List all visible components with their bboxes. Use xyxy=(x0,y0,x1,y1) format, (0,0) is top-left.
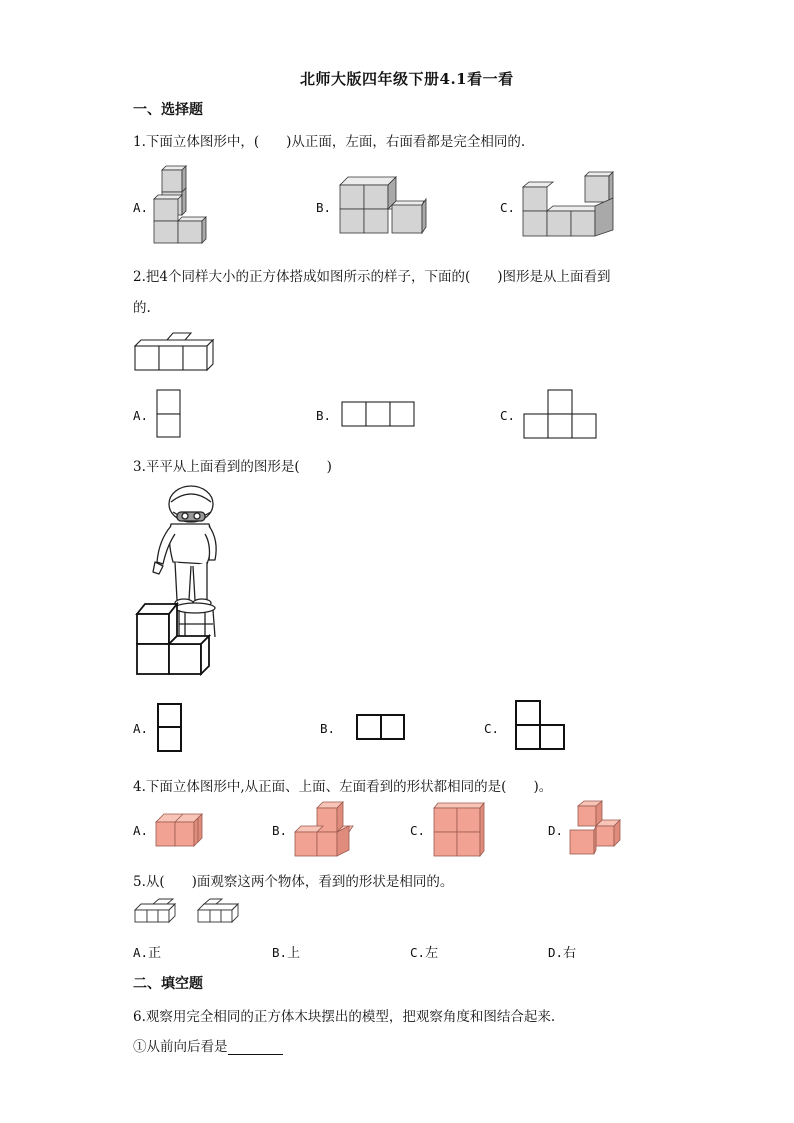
q5-object-1-figure xyxy=(133,898,181,926)
q4-option-c-label[interactable]: C. xyxy=(410,823,426,838)
question-number: 1. xyxy=(133,134,146,150)
q5-object-2-figure xyxy=(196,898,244,926)
question-text: 把4个同样大小的正方体搭成如图所示的样子，下面的( )图形是从上面看到 xyxy=(145,269,611,285)
q4-option-c-figure[interactable] xyxy=(432,800,488,860)
q2-option-c-label[interactable]: C. xyxy=(500,408,516,423)
question-number: 6. xyxy=(133,1009,146,1025)
question-text: 从( )面观察这两个物体，看到的形状是相同的。 xyxy=(145,874,454,890)
question-text: 平平从上面看到的图形是( ) xyxy=(145,459,332,475)
q3-option-c-figure[interactable] xyxy=(515,700,567,752)
q3-child-on-stool-illustration xyxy=(133,482,243,677)
q1-option-c-label[interactable]: C. xyxy=(500,200,516,215)
question-text: 下面立体图形中,从正面、上面、左面看到的形状都相同的是( )。 xyxy=(145,779,553,795)
option-label: A. xyxy=(133,945,149,960)
question-number: 5. xyxy=(133,874,146,890)
sub-question-text: ①从前向后看是 xyxy=(133,1039,228,1055)
section-heading-choice: 一、选择题 xyxy=(133,102,203,118)
answer-blank[interactable] xyxy=(228,1040,283,1055)
option-label: C. xyxy=(410,945,426,960)
question-6 xyxy=(133,1005,555,1025)
q5-option-c[interactable] xyxy=(410,942,438,961)
question-2-line2: 的. xyxy=(133,300,151,316)
q1-option-a-figure[interactable] xyxy=(150,165,212,247)
q2-option-a-figure[interactable] xyxy=(156,389,182,439)
q4-option-d-figure[interactable] xyxy=(568,800,626,860)
q4-option-b-label[interactable]: B. xyxy=(272,823,288,838)
question-number: 4. xyxy=(133,779,146,795)
question-number: 3. xyxy=(133,459,146,475)
option-label: B. xyxy=(272,945,288,960)
q4-option-b-figure[interactable] xyxy=(293,800,357,860)
q3-option-c-label[interactable]: C. xyxy=(484,721,500,736)
q2-stem-figure xyxy=(133,330,215,374)
q2-option-b-label[interactable]: B. xyxy=(316,408,332,423)
question-3 xyxy=(133,455,332,475)
q1-option-c-figure[interactable] xyxy=(520,170,620,240)
q2-option-b-figure[interactable] xyxy=(341,401,417,428)
q4-option-a-figure[interactable] xyxy=(154,810,212,850)
option-label: D. xyxy=(548,945,564,960)
q5-option-b[interactable] xyxy=(272,942,300,961)
question-5 xyxy=(133,870,453,890)
section-heading-fill: 二、填空题 xyxy=(133,976,203,992)
q5-option-d[interactable] xyxy=(548,942,576,961)
question-text: 下面立体图形中，( )从正面，左面，右面看都是完全相同的. xyxy=(145,134,526,150)
question-4 xyxy=(133,775,552,795)
q3-option-a-label[interactable]: A. xyxy=(133,721,149,736)
q5-option-a[interactable] xyxy=(133,942,161,961)
option-text: 正 xyxy=(148,946,162,961)
question-number: 2. xyxy=(133,269,146,285)
option-text: 右 xyxy=(563,946,577,961)
q1-option-a-label[interactable]: A. xyxy=(133,200,149,215)
option-text: 上 xyxy=(287,946,301,961)
q2-option-c-figure[interactable] xyxy=(523,389,599,440)
page-title: 北师大版四年级下册4.1看一看 xyxy=(300,70,514,88)
q3-option-b-figure[interactable] xyxy=(356,714,406,741)
question-1 xyxy=(133,130,525,150)
q1-option-b-figure[interactable] xyxy=(338,175,428,237)
q4-option-a-label[interactable]: A. xyxy=(133,823,149,838)
q3-option-b-label[interactable]: B. xyxy=(320,721,336,736)
option-text: 左 xyxy=(425,946,439,961)
q1-option-b-label[interactable]: B. xyxy=(316,200,332,215)
question-text: 观察用完全相同的正方体木块摆出的模型，把观察角度和图结合起来. xyxy=(145,1009,556,1025)
question-2 xyxy=(133,265,611,285)
q4-option-d-label[interactable]: D. xyxy=(548,823,564,838)
question-6-sub-1 xyxy=(133,1035,283,1055)
q3-option-a-figure[interactable] xyxy=(157,703,183,753)
q2-option-a-label[interactable]: A. xyxy=(133,408,149,423)
